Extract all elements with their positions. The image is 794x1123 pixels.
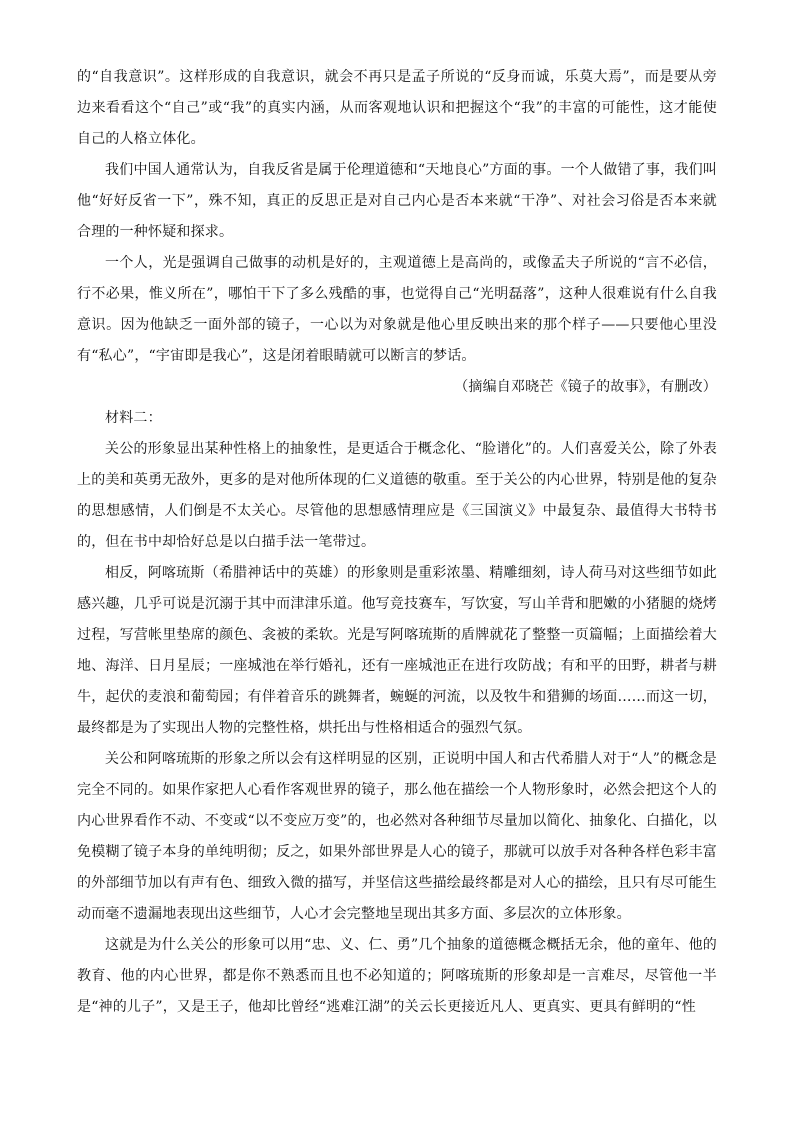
paragraph-3: 一个人，光是强调自己做事的动机是好的，主观道德上是高尚的，或像孟夫子所说的“言不必信，行不必果，惟义所在”，哪怕干下了多么残酷的事，也觉得自己“光明磊落”，这种人很难说有什么自我意识。因为他缺乏一面外部的镜子，一心以为对象就是他心里反映出来的那个样子——只要他心里没有“私心”，“宇宙即是我心”，这是闭着眼睛就可以断言的梦话。 [77,255,717,364]
source-citation: （摘编自邓晓芒《镜子的故事》，有删改） [454,379,717,395]
document-body [77,62,717,1023]
paragraph-8: 关公和阿喀琉斯的形象之所以会有这样明显的区别，正说明中国人和古代希腊人对于“人”的概念是完全不同的。如果作家把人心看作客观世界的镜子，那么他在描绘一个人物形象时，必然会把这个人的内心世界看作不动、不变或“以不变应万变”的，也必然对各种细节尽量加以简化、抽象化、白描化，以免模糊了镜子本身的单纯明彻；反之，如果外部世界是人心的镜子，那就可以放手对各种各样色彩丰富的外部细节加以有声有色、细致入微的描写，并坚信这些描绘最终都是对人心的描绘，且只有尽可能生动而毫不遗漏地表现出这些细节，人心才会完整地呈现出其多方面、多层次的立体形象。 [77,751,717,922]
paragraph-6: 关公的形象显出某种性格上的抽象性，是更适合于概念化、“脸谱化”的。人们喜爱关公，除了外表上的美和英勇无敌外，更多的是对他所体现的仁义道德的敬重。至于关公的内心世界，特别是他的复杂的思想感情，人们倒是不太关心。尽管他的思想感情理应是《三国演义》中最复杂、最值得大书特书的，但在书中却恰好总是以白描手法一笔带过。 [77,441,717,550]
paragraph-9: 这就是为什么关公的形象可以用“忠、义、仁、勇”几个抽象的道德概念概括无余，他的童年、他的教育、他的内心世界，都是你不熟悉而且也不必知道的；阿喀琉斯的形象却是一言难尽，尽管他一半是“神的儿子”，又是王子，他却比曾经“逃难江湖”的关云长更接近凡人、更真实、更具有鲜明的“性 [77,937,717,1015]
paragraph-1: 的“自我意识”。这样形成的自我意识，就会不再只是孟子所说的“反身而诚，乐莫大焉”，而是要从旁边来看看这个“自己”或“我”的真实内涵，从而客观地认识和把握这个“我”的丰富的可能性，这才能使自己的人格立体化。 [77,69,717,147]
paragraph-7: 相反，阿喀琉斯（希腊神话中的英雄）的形象则是重彩浓墨、精雕细刻，诗人荷马对这些细节如此感兴趣，几乎可说是沉溺于其中而津津乐道。他写竞技赛车，写饮宴，写山羊背和肥嫩的小猪腿的烧烤过程，写营帐里垫席的颜色、衾被的柔软。光是写阿喀琉斯的盾牌就花了整整一页篇幅；上面描绘着大地、海洋、日月星辰；一座城池在举行婚礼，还有一座城池正在进行攻防战；有和平的田野，耕者与耕牛，起伏的麦浪和葡萄园；有伴着音乐的跳舞者，蜿蜒的河流，以及牧牛和猎狮的场面……而这一切，最终都是为了实现出人物的完整性格，烘托出与性格相适合的强烈气氛。 [77,565,717,736]
material-heading: 材料二： [105,410,162,426]
paragraph-2: 我们中国人通常认为，自我反省是属于伦理道德和“天地良心”方面的事。一个人做错了事，我们叫他“好好反省一下”，殊不知，真正的反思正是对自己内心是否本来就“干净”、对社会习俗是否本来就合理的一种怀疑和探求。 [77,162,717,240]
